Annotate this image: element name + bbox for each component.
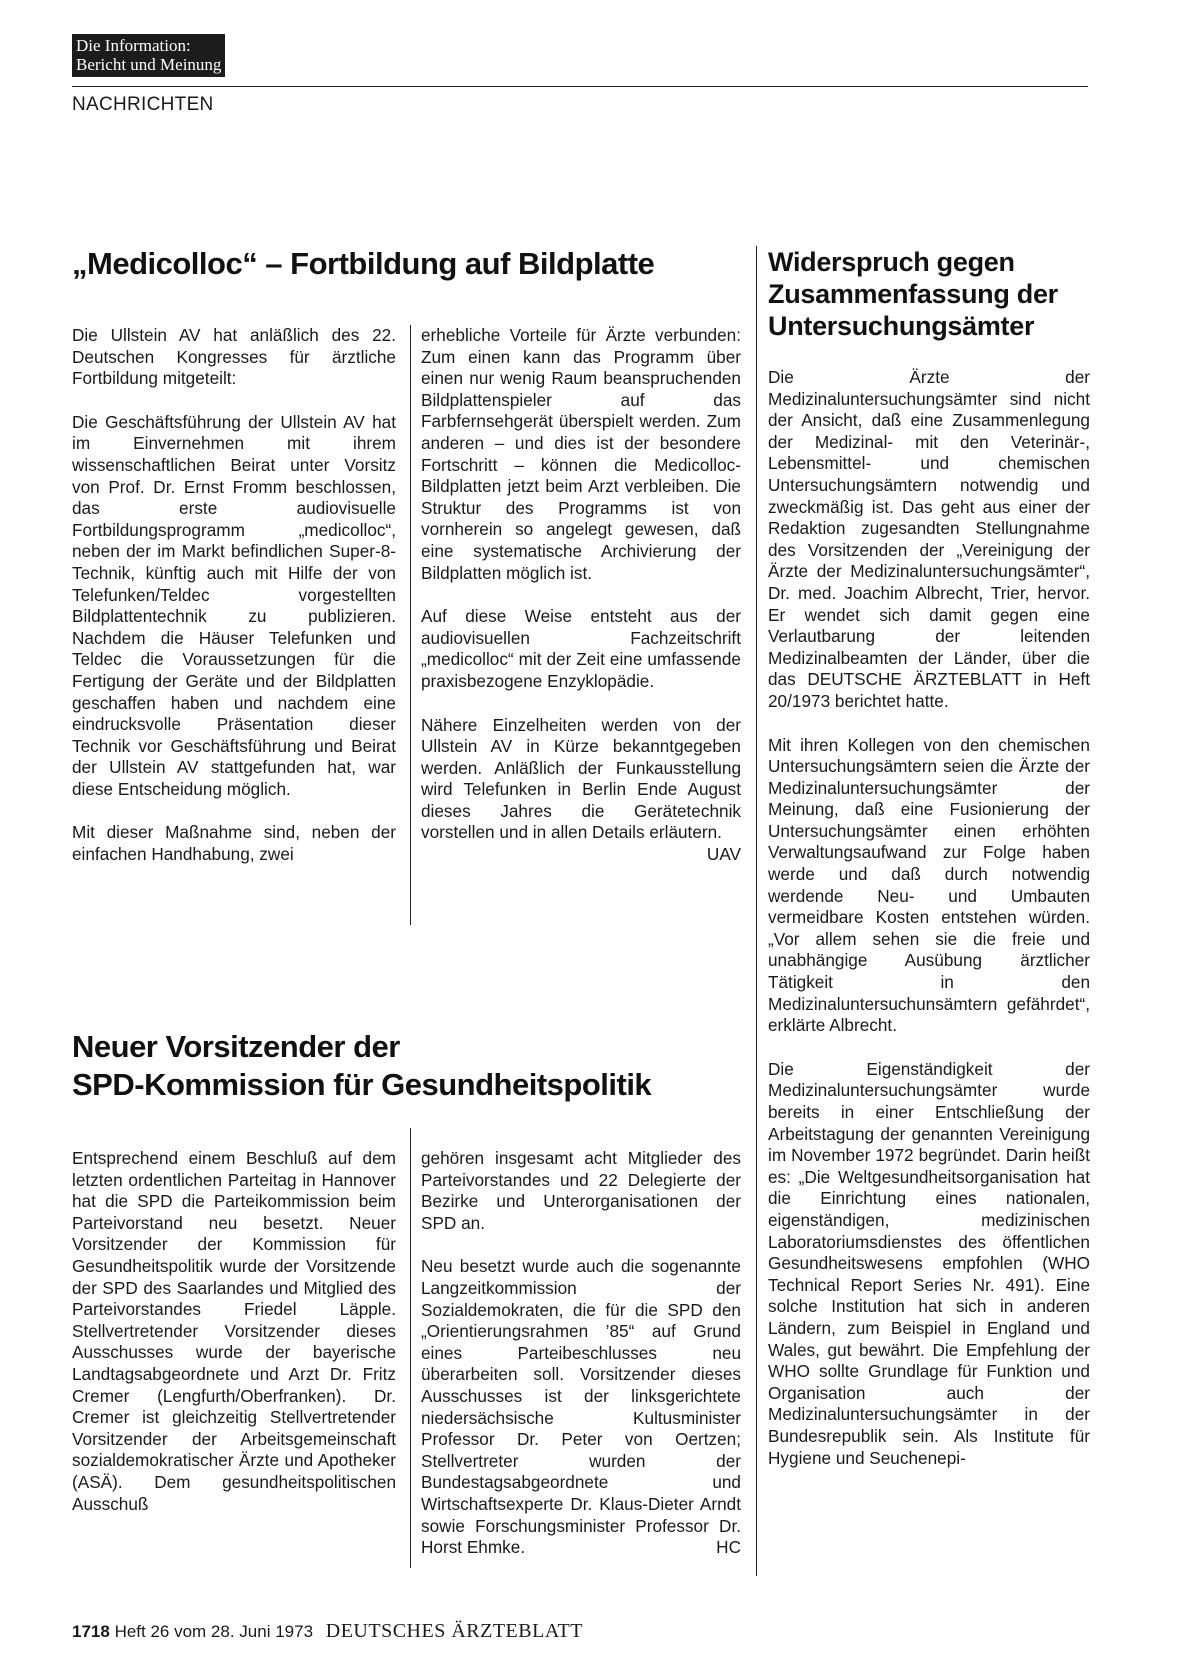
article2-col1-paragraph1: Entsprechend einem Beschluß auf dem letzten ordentlichen Parteitag in Hannover hat die SPD die Parteikommission beim Parteivorstand neu besetzt. Neuer Vorsitzender der Kommission für Gesundheitspolitik wurde der Vorsitzende der SPD des Saarlandes und Mitglied des Parteivorstandes Friedel Läpple. Stellvertretender Vorsitzender dieses Ausschusses wurde der bayerische Landtagsabgeordnete und Arzt Dr. Fritz Cremer (Lengfurth/Oberfranken). Dr. Cremer ist gleichzeitig Stellvertretender Vorsitzender der Arbeitsgemeinschaft sozialdemokratischer Ärzte und Apotheker (ASÄ). Dem gesundheitspolitischen Ausschuß <box>72 1148 396 1514</box>
article2-column2 <box>421 1148 741 1559</box>
column-divider <box>410 1128 411 1568</box>
article3-title-line1: Widerspruch gegen <box>768 247 1015 277</box>
masthead-line1: Die Information: <box>76 36 191 55</box>
article3-title-line2: Zusammenfassung der <box>768 279 1058 309</box>
article2-col2-paragraph2: Neu besetzt wurde auch die sogenannte Langzeitkommission der Sozialdemokraten, die für die SPD den „Orientierungsrahmen ’85“ auf Grund eines Parteibeschlusses neu überarbeiten soll. Vorsitzender dieses Ausschusses ist der linksgerichtete niedersächsische Kultusminister Professor Dr. Peter von Oertzen; Stellvertreter wurden der Bundestagsabgeordnete und Wirtschaftsexperte Dr. Klaus-Dieter Arndt sowie Forschungsminister Professor Dr. Horst Ehmke. <box>421 1256 741 1558</box>
masthead <box>72 34 225 77</box>
page-number: 1718 <box>72 1622 110 1641</box>
article2-title <box>72 1028 651 1104</box>
article1-col2-paragraph1: erhebliche Vorteile für Ärzte verbunden: Zum einen kann das Programm über einen nur wenig Raum beanspruchenden Bildplattenspieler auf das Farbfernsehgerät überspielt werden. Zum anderen – und dies ist der besondere Fortschritt – können die Medicolloc-Bildplatten jetzt beim Arzt verbleiben. Die Struktur des Programms ist von vornherein so angelegt gewesen, daß eine systematische Archivierung der Bildplatten möglich ist. <box>421 325 741 583</box>
article2-col2-paragraph1: gehören insgesamt acht Mitglieder des Parteivorstandes und 22 Delegierte der Bezirke und Unterorganisationen der SPD an. <box>421 1148 741 1233</box>
article1-col1-paragraph2: Die Geschäftsführung der Ullstein AV hat im Einvernehmen mit ihrem wissenschaftlichen Beirat unter Vorsitz von Prof. Dr. Ernst Fromm beschlossen, das erste audiovisuelle Fortbildungsprogramm „medicolloc“, neben der im Markt befindlichen Super-8-Technik, künftig auch mit Hilfe der von Telefunken/Teldec vorgestellten Bildplattentechnik zu publizieren. Nachdem die Häuser Telefunken und Teldec die Voraussetzungen für die Fertigung der Geräte und der Bildplatten geschaffen haben und nachdem eine eindrucksvolle Präsentation dieser Technik vor Geschäftsführung und Beirat der Ullstein AV stattgefunden hat, war diese Entscheidung möglich. <box>72 411 396 799</box>
article1-col2-paragraph2: Auf diese Weise entsteht aus der audiovisuellen Fachzeitschrift „medicolloc“ mit der Zeit eine umfassende praxisbezogene Enzyklopädie. <box>421 606 741 691</box>
article3-paragraph3: Die Eigenständigkeit der Medizinaluntersuchungsämter wurde bereits in einer Entschließung der Arbeitstagung der genannten Vereinigung im November 1972 begründet. Darin heißt es: „Die Weltgesundheitsorganisation hat die Einrichtung eines nationalen, eigenständigen, medizinischen Laboratoriumsdienstes des öffentlichen Gesundheitswesens empfohlen (WHO Technical Report Series Nr. 491). Eine solche Institution hat sich in anderen Ländern, zum Beispiel in England und Wales, gut bewährt. Die Empfehlung der WHO sollte Grundlage für Funktion und Organisation auch der Medizinaluntersuchungsämter in der Bundesrepublik sein. Als Institute für Hygiene und Seuchenepi- <box>768 1058 1090 1468</box>
article2-column1 <box>72 1148 396 1515</box>
top-rule <box>72 86 1088 87</box>
article3-title <box>768 246 1058 342</box>
article2-title-line2: SPD-Kommission für Gesundheitspolitik <box>72 1067 652 1102</box>
article2-signature: HC <box>716 1537 741 1558</box>
column-divider <box>410 325 411 925</box>
masthead-line2: Bericht und Meinung <box>76 55 222 74</box>
article1-col2-paragraph3: Nähere Einzelheiten werden von der Ullstein AV in Kürze bekanntgegeben werden. Anläßlich der Funkausstellung wird Telefunken in Berlin Ende August dieses Jahres die Gerätetechnik vorstellen und in allen Details erläutern. <box>421 714 741 843</box>
article1-column1 <box>72 325 396 866</box>
journal-name: DEUTSCHES ÄRZTEBLATT <box>325 1620 583 1642</box>
issue-info: Heft 26 vom 28. Juni 1973 <box>114 1622 314 1641</box>
article2-title-line1: Neuer Vorsitzender der <box>72 1029 400 1064</box>
article1-col1-paragraph3: Mit dieser Maßnahme sind, neben der einfachen Handhabung, zwei <box>72 822 396 865</box>
article3-paragraph2: Mit ihren Kollegen von den chemischen Untersuchungsämtern seien die Ärzte der Medizinaluntersuchungsämter der Meinung, daß eine Fusionierung der Untersuchungsämter einen erhöhten Verwaltungsaufwand zur Folge haben werde und daß durch notwendig werdende Neu- und Umbauten vermeidbare Kosten entstehen würden. „Vor allem sehen sie die freie und unabhängige Ausübung ärztlicher Tätigkeit in den Medizinaluntersuchunsämtern gefährdet“, erklärte Albrecht. <box>768 734 1090 1036</box>
article3-column <box>768 367 1090 1469</box>
article1-signature: UAV <box>706 844 741 865</box>
page-footer <box>72 1620 583 1643</box>
article3-left-rule <box>756 246 757 1576</box>
article1-title: „Medicolloc“ – Fortbildung auf Bildplatte <box>72 246 655 281</box>
article1-col1-paragraph1: Die Ullstein AV hat anläßlich des 22. Deutschen Kongresses für ärztliche Fortbildung mitgeteilt: <box>72 325 396 389</box>
section-label: NACHRICHTEN <box>72 94 214 115</box>
article1-column2 <box>421 325 741 866</box>
article3-paragraph1: Die Ärzte der Medizinaluntersuchungsämter sind nicht der Ansicht, daß eine Zusammenlegung der Medizinal- mit den Veterinär-, Lebensmittel- und chemischen Untersuchungsämtern notwendig und zweckmäßig ist. Das geht aus einer der Redaktion zugesandten Stellungnahme des Vorsitzenden der „Vereinigung der Ärzte der Medizinaluntersuchungsämter“, Dr. med. Joachim Albrecht, Trier, hervor. Er wendet sich damit gegen eine Verlautbarung der leitenden Medizinalbeamten der Länder, über die das DEUTSCHE ÄRZTEBLATT in Heft 20/1973 berichtet hatte. <box>768 367 1090 711</box>
article3-title-line3: Untersuchungsämter <box>768 311 1035 341</box>
